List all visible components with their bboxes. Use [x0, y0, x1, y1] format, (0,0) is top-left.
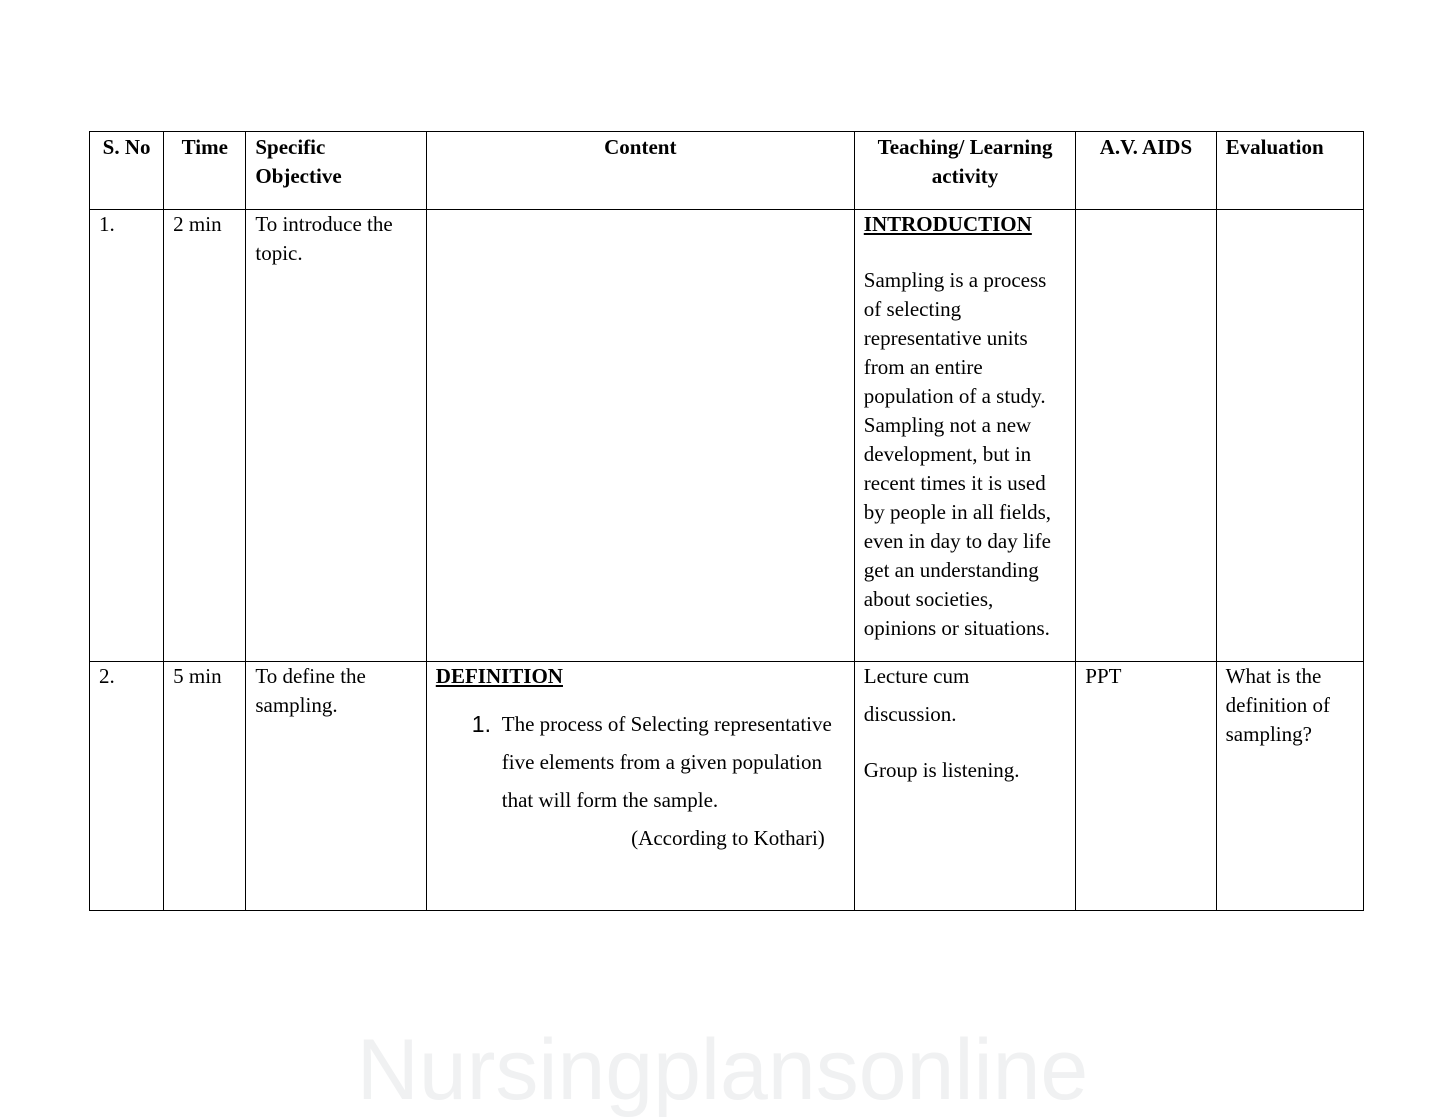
spacer — [864, 239, 1067, 266]
activity-line: discussion. — [863, 702, 957, 726]
row-sno: 2. — [90, 662, 164, 911]
header-content: Content — [426, 132, 854, 210]
table-header-row — [90, 132, 1364, 210]
table-row — [90, 210, 1364, 662]
row-time: 5 min — [164, 662, 246, 911]
header-av-aids: A.V. AIDS — [1076, 132, 1216, 210]
row-av-aids: PPT — [1076, 662, 1216, 911]
row-evaluation: What is the definition of sampling? — [1216, 662, 1363, 911]
header-activity: Teaching/ Learning activity — [854, 132, 1076, 210]
definition-text: The process of Selecting representative five elements from a given population that will form the sample. — [501, 712, 832, 812]
watermark: Nursingplansonline — [356, 1022, 1089, 1118]
row-objective: To define the sampling. — [246, 662, 426, 911]
list-item-number: 1. — [471, 711, 491, 737]
row-evaluation — [1216, 210, 1363, 662]
definition-heading: DEFINITION — [435, 664, 563, 688]
header-sno: S. No — [90, 132, 164, 210]
introduction-heading: INTRODUCTION — [863, 212, 1032, 236]
row-activity — [854, 210, 1076, 662]
lesson-plan-table — [89, 131, 1364, 911]
header-time: Time — [164, 132, 246, 210]
activity-line: Lecture cum — [863, 664, 970, 688]
header-evaluation: Evaluation — [1216, 132, 1363, 210]
activity-line: Group is listening. — [863, 758, 1020, 782]
row-content — [426, 210, 854, 662]
row-time: 2 min — [164, 210, 246, 662]
row-objective: To introduce the topic. — [246, 210, 426, 662]
row-sno: 1. — [90, 210, 164, 662]
introduction-text: Sampling is a process of selecting representative units from an entire population of a study. Sampling not a new development, but in recent times it is used by people in all fields, even in day to day life get an understanding about societies, opinions or situations. — [863, 268, 1051, 640]
list-item — [472, 705, 845, 819]
row-content — [426, 662, 854, 911]
table-row — [90, 662, 1364, 911]
header-objective: Specific Objective — [246, 132, 426, 210]
row-av-aids — [1076, 210, 1216, 662]
definition-list — [436, 705, 845, 819]
citation: (According to Kothari) — [631, 826, 825, 850]
row-activity — [854, 662, 1076, 911]
